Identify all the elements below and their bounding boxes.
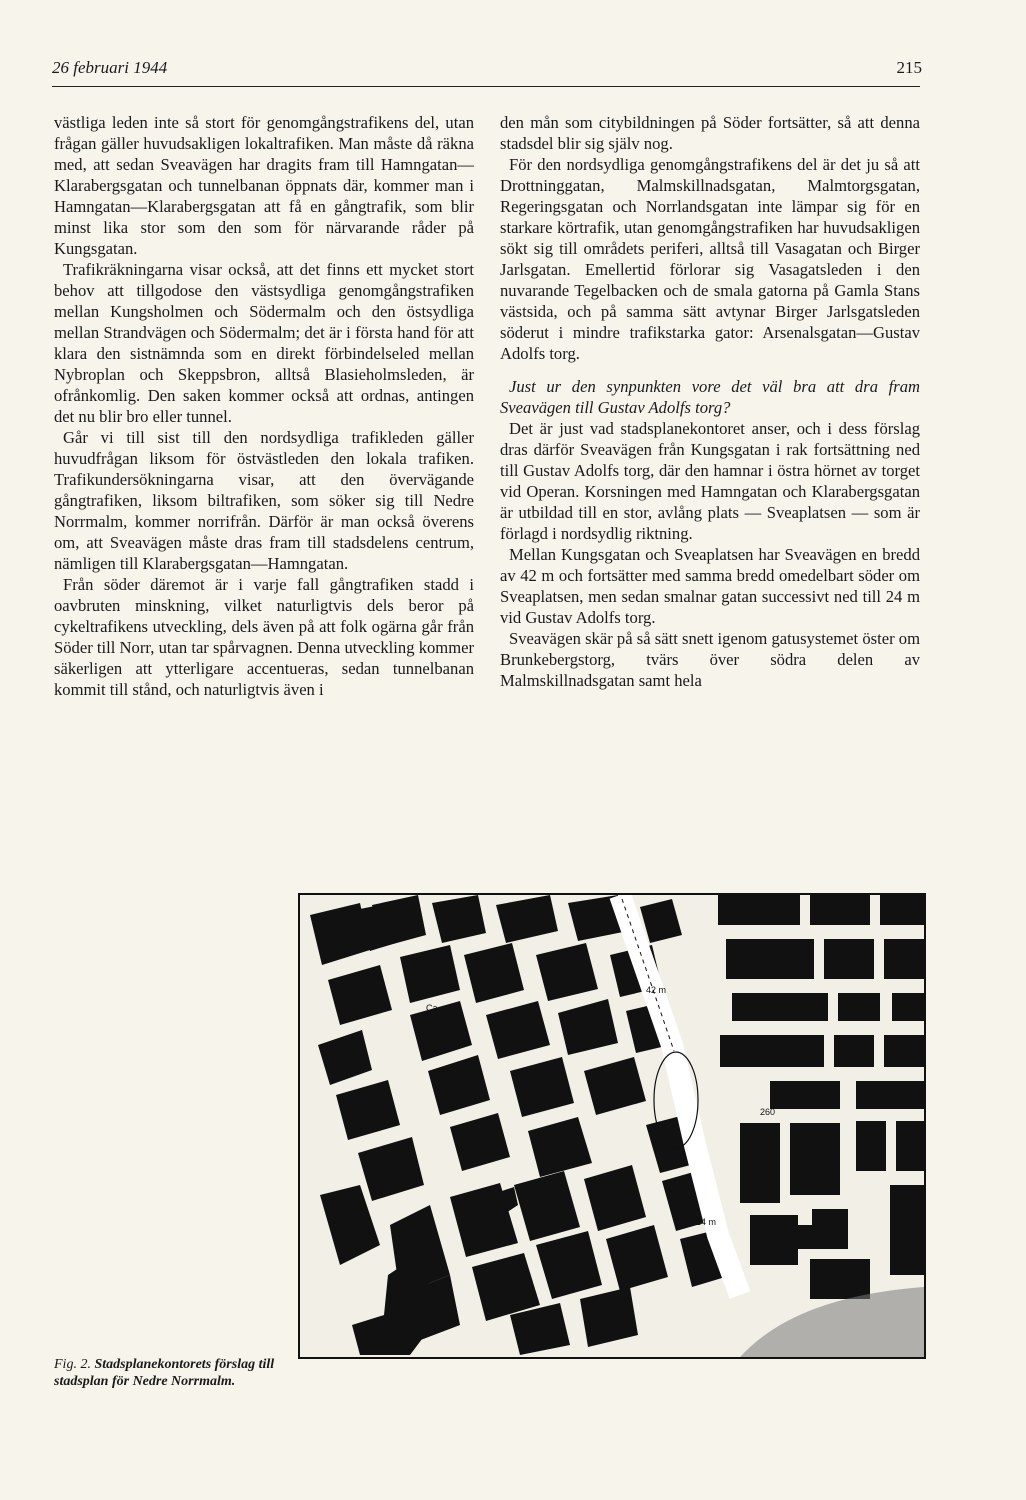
paragraph: För den nordsydliga genomgångstrafikens del är det ju så att Drottninggatan, Malmskillnadsgatan, Malmtorgsgatan, Regeringsgatan och Norrlandsgatan inte lämpar sig för en starkare körtrafik, utan genomgångstrafiken har huvudsakligen sökt sig till områdets periferi, alltså till Vasagatan och Birger Jarlsgatan. Emellertid förlorar sig Vasagatsleden i den nuvarande Tegelbacken och de smala gatorna på Gamla Stans västsida, och på samma sätt avtynar Birger Jarlsgatsleden söderut i mindre trafikstarka gator: Arsenalsgatan—Gustav Adolfs torg. [500,155,920,363]
paragraph: västliga leden inte så stort för genomgångstrafikens del, utan frågan gäller huvudsakligen lokaltrafiken. Man måste då räkna med, att sedan Sveavägen har dragits fram till Hamngatan—Klarabergsgatan och tunnelbanan öppnats där, kommer man i Hamngatan—Klarabergsgatan att få en gångtrafik, som blir minst lika stor som den som för närvarande råder på Kungsgatan. [54,113,474,258]
map-label: 260 [760,1107,776,1117]
interview-question: Just ur den synpunkten vore det väl bra att dra fram Sveavägen till Gustav Adolfs torg? [500,377,920,417]
right-text-column [500,112,920,691]
city-plan-map [298,893,926,1359]
paragraph: Trafikräkningarna visar också, att det finns ett mycket stort behov att tillgodose den västsydliga genomgångstrafiken mellan Kungsholmen och Södermalm och den östsydliga mellan Strandvägen och Södermalm; det är i första hand för att klara den sistnämnda som en direkt förbindelseled mellan Nybroplan och Skeppsbron, alltså Blasieholmsleden, är ofrånkomlig. Den saken kommer också att ordnas, antingen det nu blir bro eller tunnel. [54,260,474,426]
map-drawing [300,895,924,1357]
running-header-date: 26 februari 1944 [52,58,168,77]
header-rule [52,86,920,87]
map-label: 24 m [696,1217,717,1227]
paragraph: Från söder däremot är i varje fall gångtrafiken stadd i oavbruten minskning, vilket naturligtvis dels beror på cykeltrafikens utveckling, dels även på att folk ogärna går från Söder till Norr, utan tar spårvagnen. Denna utveckling kommer säkerligen att ytterligare accentueras, sedan tunnelbanan kommit till stånd, och naturligtvis även i [54,575,474,699]
caption-label: Fig. 2. [54,1357,91,1372]
paragraph: Det är just vad stadsplanekontoret anser, och i dess förslag dras därför Sveavägen från Kungsgatan i rak fortsättning ned till Gustav Adolfs torg, där den hamnar i östra hörnet av torget vid Operan. Korsningen med Hamngatan och Klarabergsgatan är utbildad till en stor, avlång plats — Sveaplatsen — som är förlagd i nordsydlig riktning. [500,419,920,543]
map-label: Ca [426,1003,438,1013]
paragraph: Sveavägen skär på så sätt snett igenom gatusystemet öster om Brunkebergstorg, tvärs över södra delen av Malmskillnadsgatan samt hela [500,629,920,690]
caption-text: Stadsplanekontorets förslag till stadsplan för Nedre Norrmalm. [54,1357,275,1389]
page-number: 215 [896,58,922,77]
figure-caption [54,1356,279,1390]
city-blocks-east [718,895,924,1299]
left-text-column [54,112,474,700]
map-label: 42 m [646,985,667,995]
paragraph: den mån som citybildningen på Söder fortsätter, så att denna stadsdel blir sig själv nog. [500,113,920,153]
paragraph: Går vi till sist till den nordsydliga trafikleden gäller huvudfrågan liksom för östvästleden den lokala trafiken. Trafikundersökningarna visar, att den övervägande gångtrafiken, liksom biltrafiken, som söker sig till Nedre Norrmalm, kommer norrifrån. Därför är man också överens om, att Sveavägen måste dras fram till stadsdelens centrum, nämligen till Klarabergsgatan—Hamngatan. [54,428,474,573]
paragraph: Mellan Kungsgatan och Sveaplatsen har Sveavägen en bredd av 42 m och fortsätter med samma bredd omedelbart söder om Sveaplatsen, men sedan smalnar gatan successivt ned till 24 m vid Gustav Adolfs torg. [500,545,920,627]
